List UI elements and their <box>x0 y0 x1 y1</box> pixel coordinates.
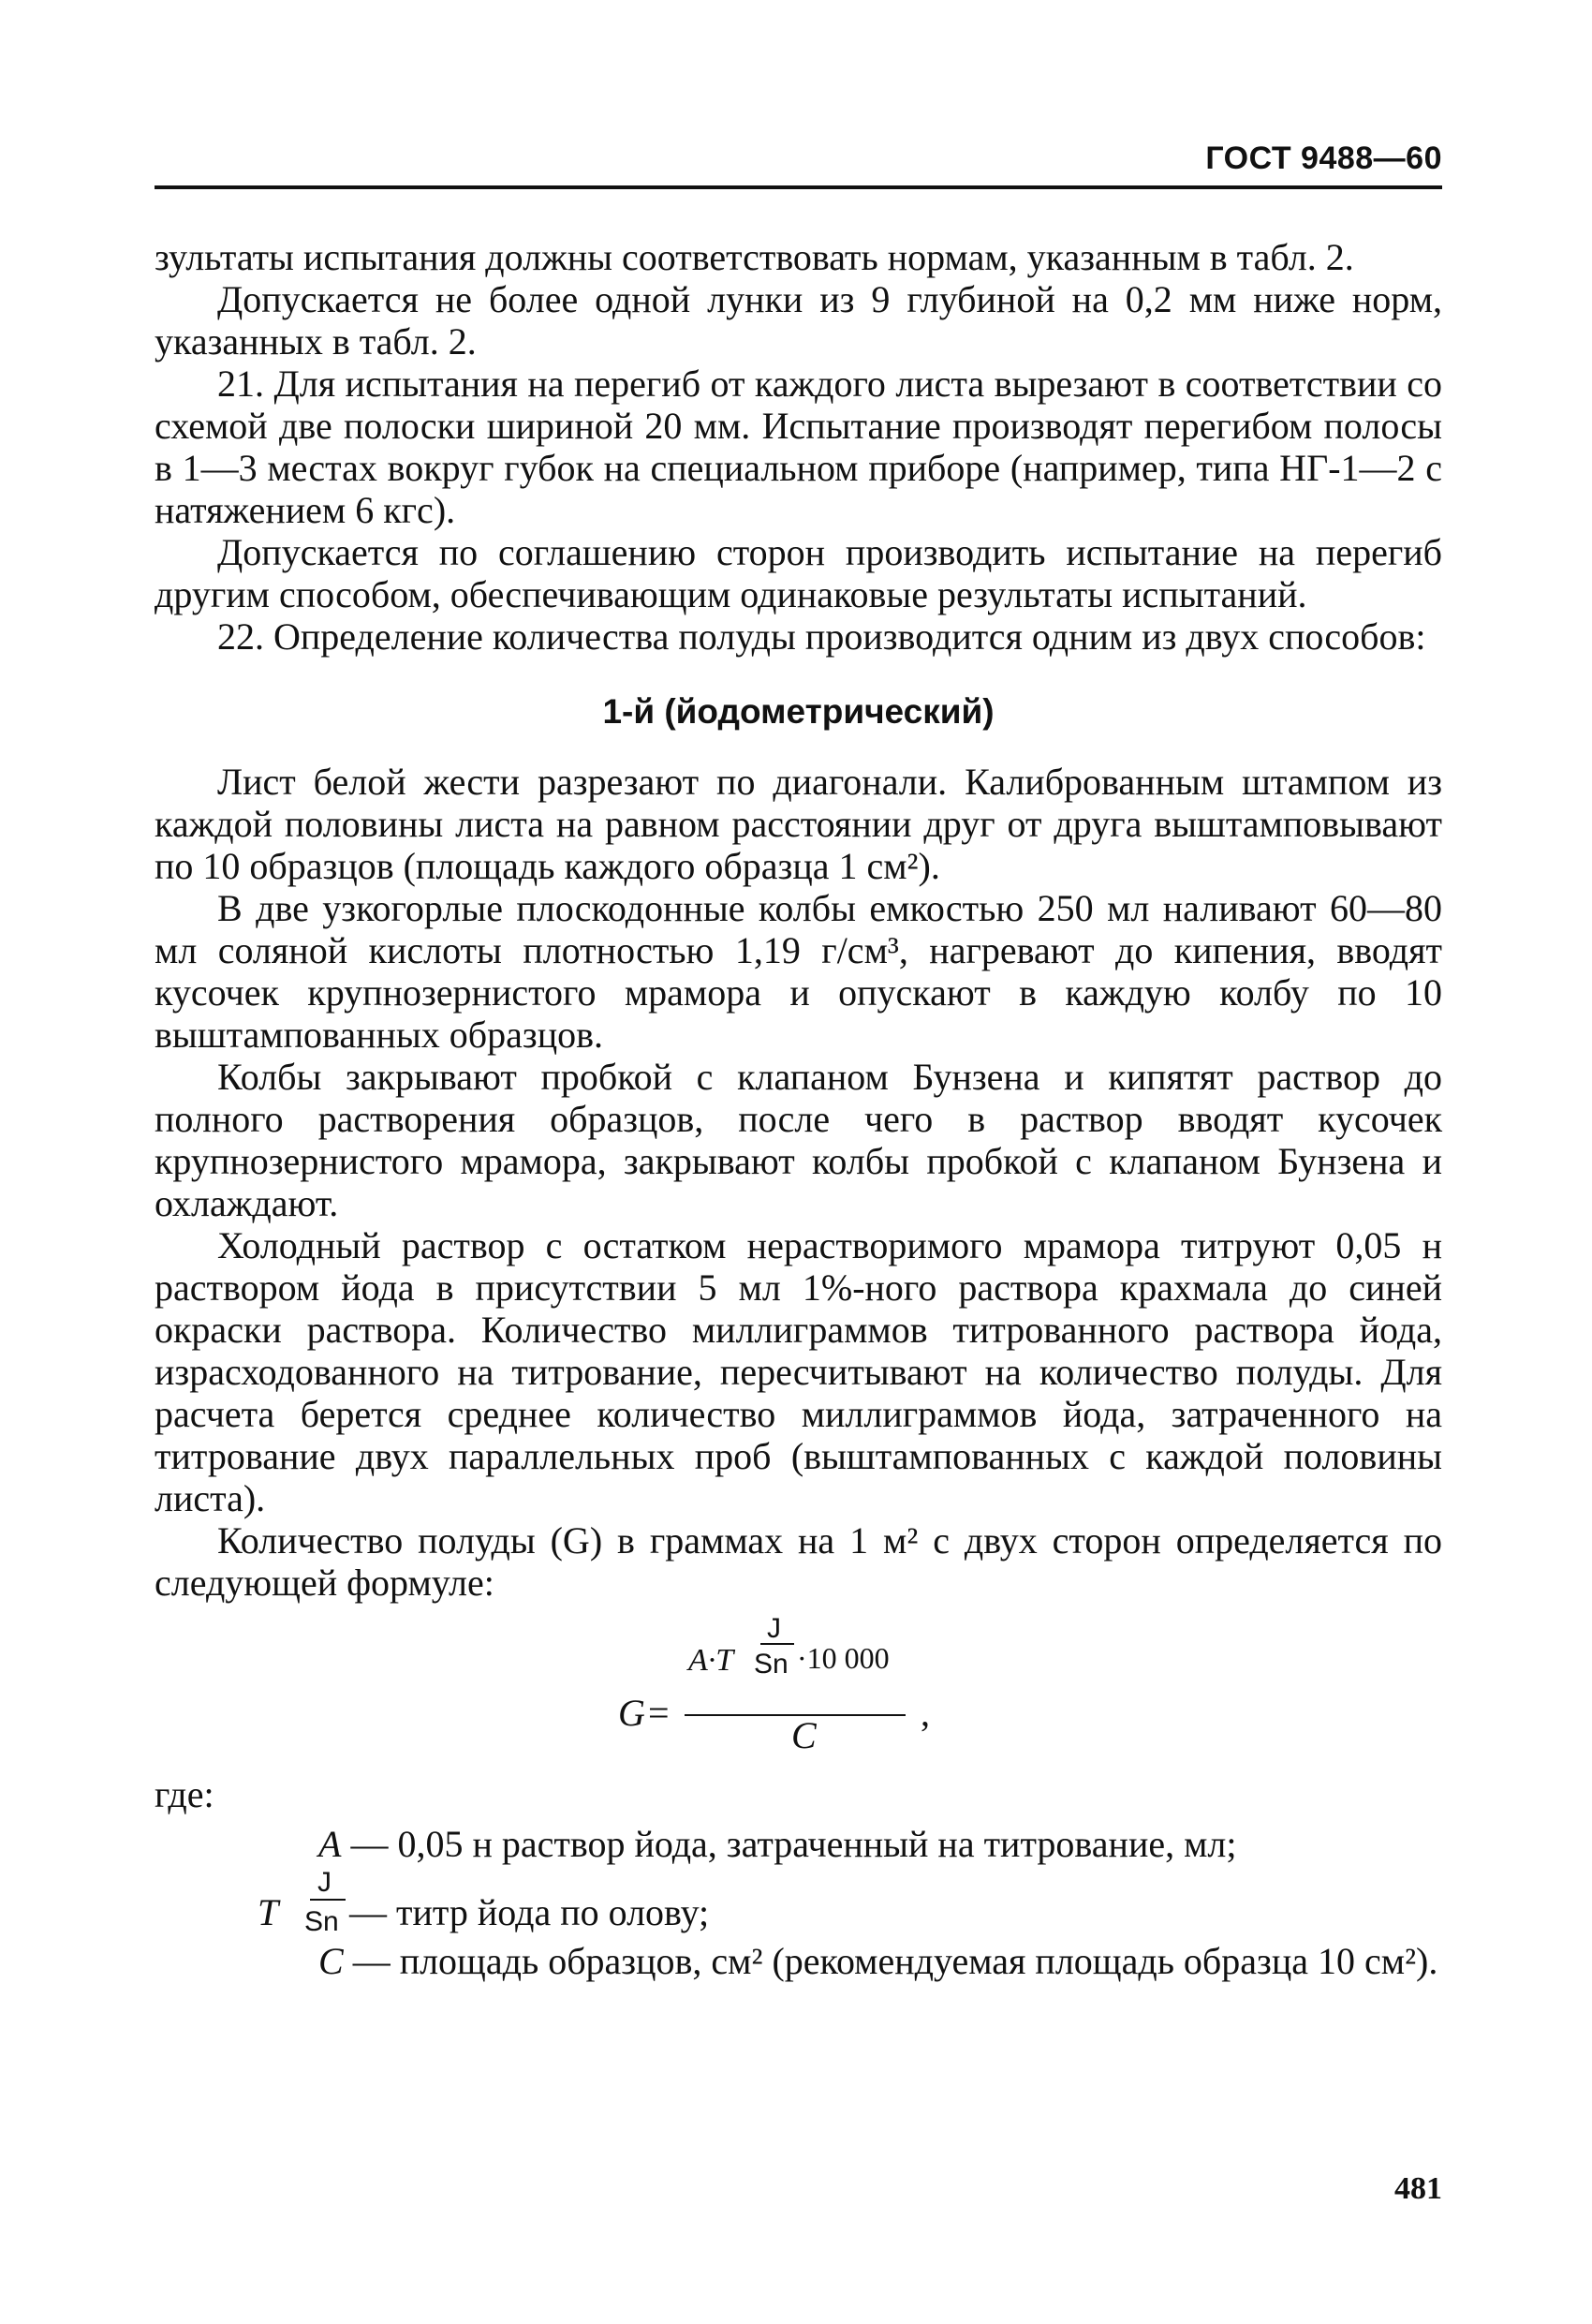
page-number: 481 <box>1394 2171 1442 2206</box>
paragraph-sample-cutting: Лист белой жести разрезают по диагонали. Калиброванным штампом из каждой половины листа на равном расстоянии друг от друга выштамповывают по 10 образцов (площадь каждого образца 1 см²). <box>155 761 1442 887</box>
definition-c <box>155 1940 1442 1982</box>
definition-a-symbol: A <box>318 1823 342 1865</box>
definition-t <box>155 1865 1442 1940</box>
formula-lhs: G <box>618 1692 645 1734</box>
formula-numerator-tail: ·10 000 <box>797 1641 890 1675</box>
page-header <box>155 133 1442 189</box>
page-body <box>155 236 1442 1982</box>
paragraph-titration: Холодный раствор с остатком нерастворимого мрамора титруют 0,05 н раствором йода в присутствии 5 мл 1%-ного раствора крахмала до синей окраски раствора. Количество миллиграммов титрованного раствора йода, израсходованного на титрование, пересчитывают на количество полуды. Для расчета берется среднее количество миллиграммов йода, затраченного на титрование двух параллельных проб (выштампованных с каждой половины листа). <box>155 1224 1442 1519</box>
paragraph-formula-intro: Количество полуды (G) в граммах на 1 м² с двух сторон определяется по следующей формуле: <box>155 1519 1442 1604</box>
formula-sub-numerator: J <box>767 1613 781 1644</box>
paragraph-alt-method: Допускается по соглашению сторон производить испытание на перегиб другим способом, обеспечивающим одинаковые результаты испытаний. <box>155 531 1442 615</box>
definition-a-text: — 0,05 н раствор йода, затраченный на титрование, мл; <box>350 1823 1237 1865</box>
paragraph-section-21: 21. Для испытания на перегиб от каждого листа вырезают в соответствии со схемой две полоски шириной 20 мм. Испытание производят перегибом полосы в 1—3 местах вокруг губок на специальном приборе (например, типа НГ-1—2 с натяжением 6 кгс). <box>155 363 1442 531</box>
definition-t-symbol: T <box>258 1891 279 1933</box>
formula-denominator: C <box>791 1714 817 1756</box>
formula-numerator-main: A·T <box>688 1643 734 1678</box>
tin-coating-formula <box>155 1609 1442 1773</box>
paragraph-flasks: В две узкогорлые плоскодонные колбы емкостью 250 мл наливают 60—80 мл соляной кислоты плотностью 1,19 г/см³, нагревают до кипения, вводят кусочек крупнозернистого мрамора и опускают в каждую колбу по 10 выштампованных образцов. <box>155 887 1442 1056</box>
definition-t-sub-numerator: J <box>317 1867 332 1898</box>
document-code: ГОСТ 9488—60 <box>1205 141 1442 176</box>
formula-comma: , <box>921 1692 930 1734</box>
paragraph-section-22: 22. Определение количества полуды производится одним из двух способов: <box>217 615 1426 658</box>
formula-definitions <box>155 1823 1442 1982</box>
definition-t-text: — титр йода по олову; <box>349 1891 710 1933</box>
formula-equals: = <box>648 1692 670 1734</box>
where-label: где: <box>155 1773 214 1815</box>
paragraph-tolerance: Допускается не более одной лунки из 9 глубиной на 0,2 мм ниже норм, указанных в табл. 2. <box>155 278 1442 363</box>
paragraph-continuation: зультаты испытания должны соответствовать нормам, указанным в табл. 2. <box>155 236 1354 278</box>
method-heading: 1-й (йодометрический) <box>602 692 995 731</box>
definition-c-text: — площадь образцов, см² (рекомендуемая площадь образца 10 см²). <box>352 1940 1438 1982</box>
paragraph-boiling: Колбы закрывают пробкой с клапаном Бунзена и кипятят раствор до полного растворения образцов, после чего в раствор вводят кусочек крупнозернистого мрамора, закрывают колбы пробкой с клапаном Бунзена и охлаждают. <box>155 1056 1442 1224</box>
formula-sub-denominator: Sn <box>754 1649 789 1680</box>
header-rule <box>155 185 1442 189</box>
definition-c-symbol: C <box>318 1940 344 1982</box>
definition-a <box>155 1823 1442 1865</box>
definition-t-sub-denominator: Sn <box>304 1906 339 1937</box>
